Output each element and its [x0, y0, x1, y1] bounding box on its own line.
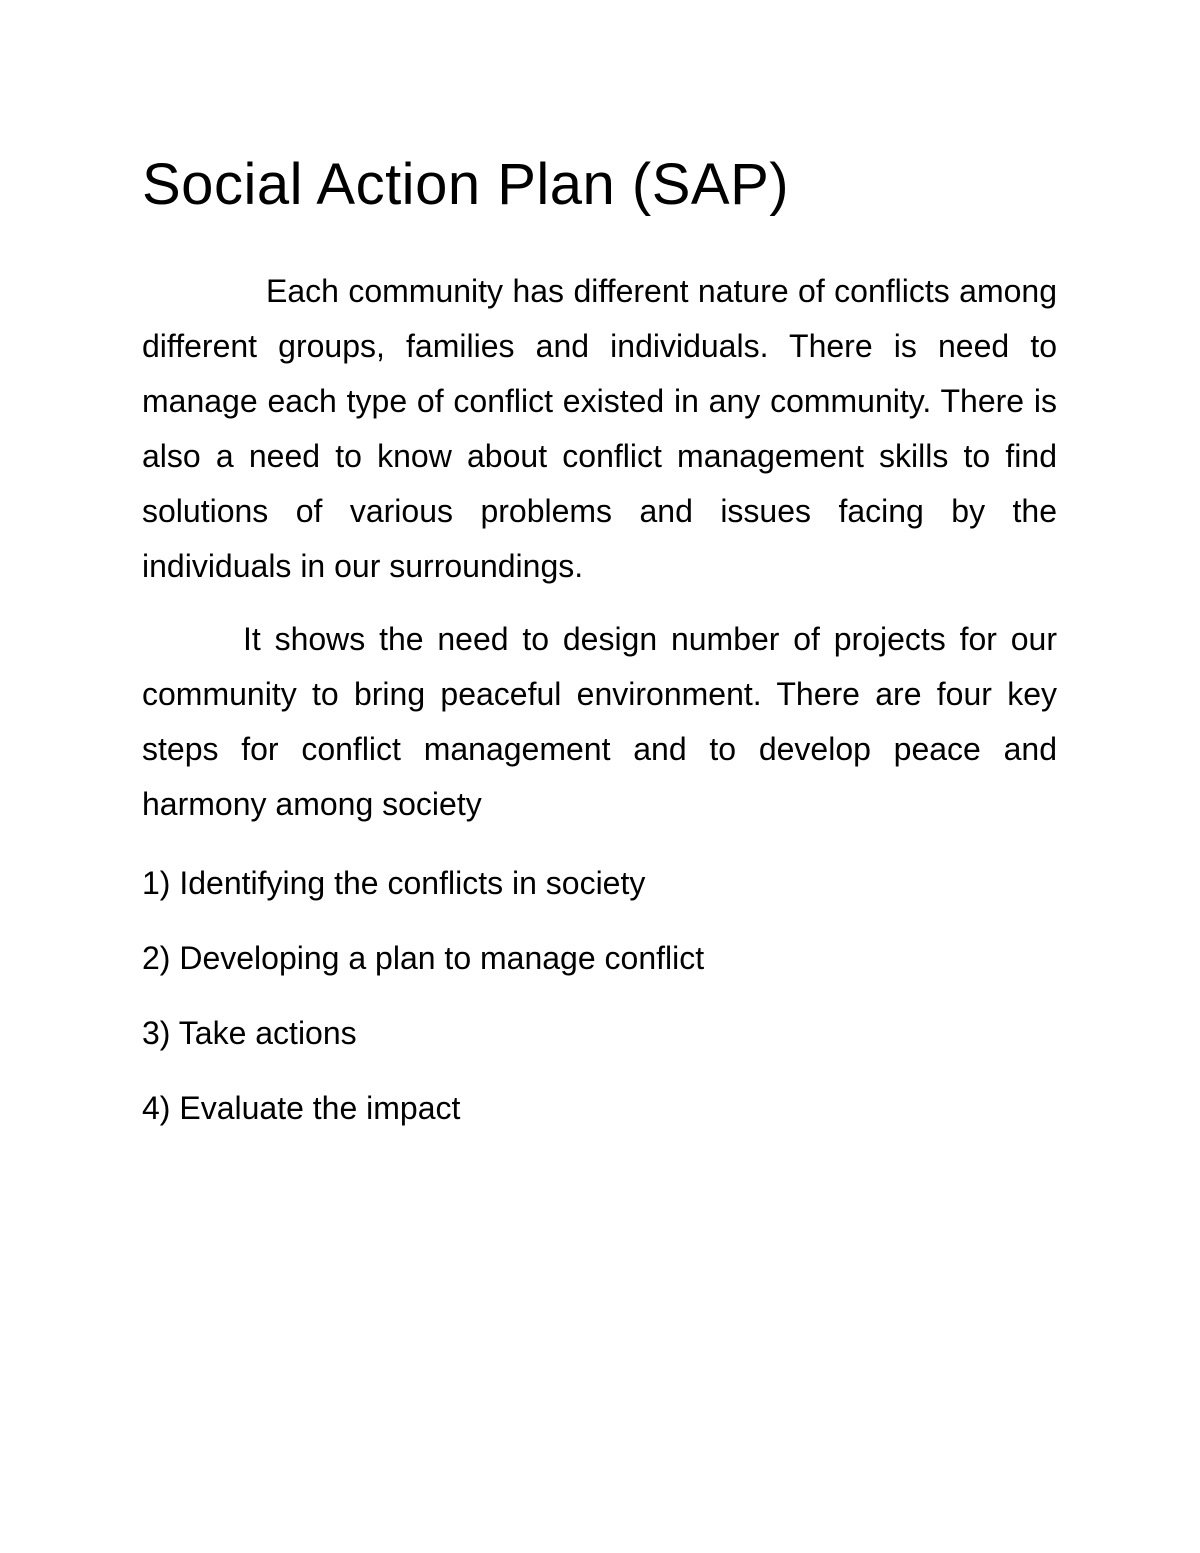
- steps-intro-paragraph: It shows the need to design number of projects for our community to bring peaceful environment. There are four key steps for conflict management and to develop peace and harmony among society: [142, 620, 1057, 822]
- step-item-3: 3) Take actions: [142, 1014, 357, 1051]
- steps-list: [142, 856, 1057, 1136]
- document-title: Social Action Plan (SAP): [142, 152, 790, 217]
- document-content: [142, 150, 1057, 1156]
- intro-paragraph: Each community has different nature of conflicts among different groups, families and individuals. There is need to manage each type of conflict existed in any community. There is also a need to know about conflict management skills to find solutions of various problems and issues facing by the individuals in our surroundings.: [142, 272, 1057, 584]
- step-item-2: 2) Developing a plan to manage conflict: [142, 939, 705, 976]
- step-item-1: 1) Identifying the conflicts in society: [142, 864, 646, 901]
- step-item-4: 4) Evaluate the impact: [142, 1089, 461, 1126]
